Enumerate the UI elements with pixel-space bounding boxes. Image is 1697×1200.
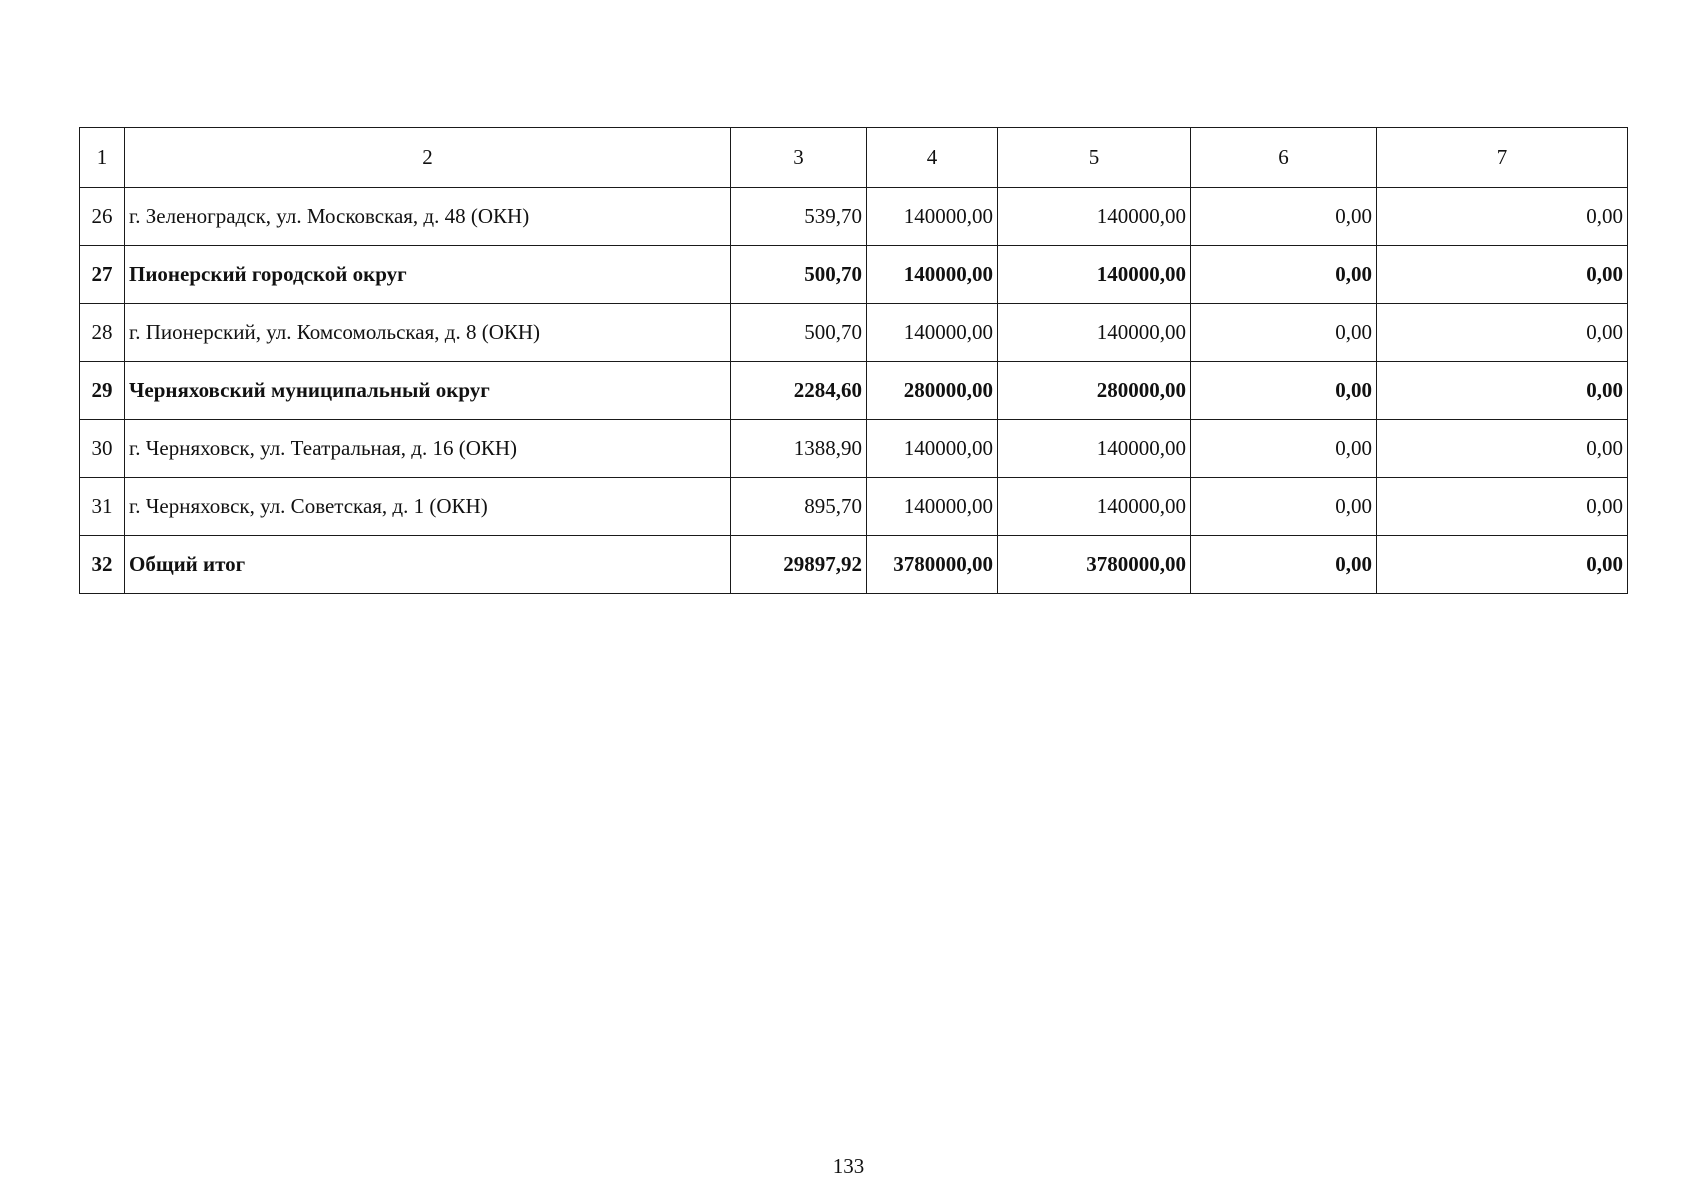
page-number: 133: [832, 1154, 865, 1178]
row-name: г. Черняховск, ул. Советская, д. 1 (ОКН): [125, 478, 731, 536]
cell-col7: 0,00: [1377, 536, 1628, 594]
cell-col4: 140000,00: [867, 420, 998, 478]
row-name: г. Черняховск, ул. Театральная, д. 16 (ОКН): [125, 420, 731, 478]
column-header-3: 3: [731, 128, 867, 188]
data-table: [79, 127, 1628, 594]
cell-col3: 29897,92: [731, 536, 867, 594]
cell-col4: 140000,00: [867, 304, 998, 362]
cell-col6: 0,00: [1191, 246, 1377, 304]
cell-col3: 500,70: [731, 304, 867, 362]
cell-col4: 140000,00: [867, 478, 998, 536]
row-number: 30: [80, 420, 125, 478]
cell-col3: 2284,60: [731, 362, 867, 420]
column-header-4: 4: [867, 128, 998, 188]
cell-col6: 0,00: [1191, 420, 1377, 478]
row-name: Черняховский муниципальный округ: [125, 362, 731, 420]
row-number: 32: [80, 536, 125, 594]
cell-col4: 3780000,00: [867, 536, 998, 594]
cell-col6: 0,00: [1191, 536, 1377, 594]
table-body: [80, 128, 1628, 594]
table-row: [80, 362, 1628, 420]
column-header-7: 7: [1377, 128, 1628, 188]
cell-col5: 140000,00: [998, 420, 1191, 478]
cell-col5: 280000,00: [998, 362, 1191, 420]
table-row: [80, 478, 1628, 536]
cell-col5: 140000,00: [998, 478, 1191, 536]
header-row: [80, 128, 1628, 188]
cell-col4: 140000,00: [867, 188, 998, 246]
cell-col3: 895,70: [731, 478, 867, 536]
table-row: [80, 536, 1628, 594]
cell-col7: 0,00: [1377, 304, 1628, 362]
cell-col5: 140000,00: [998, 246, 1191, 304]
row-name: г. Пионерский, ул. Комсомольская, д. 8 (ОКН): [125, 304, 731, 362]
column-header-1: 1: [80, 128, 125, 188]
cell-col7: 0,00: [1377, 478, 1628, 536]
row-name: Общий итог: [125, 536, 731, 594]
cell-col7: 0,00: [1377, 246, 1628, 304]
column-header-5: 5: [998, 128, 1191, 188]
cell-col3: 500,70: [731, 246, 867, 304]
cell-col5: 140000,00: [998, 188, 1191, 246]
cell-col5: 3780000,00: [998, 536, 1191, 594]
cell-col7: 0,00: [1377, 362, 1628, 420]
cell-col7: 0,00: [1377, 188, 1628, 246]
cell-col3: 539,70: [731, 188, 867, 246]
cell-col4: 280000,00: [867, 362, 998, 420]
row-number: 27: [80, 246, 125, 304]
row-number: 26: [80, 188, 125, 246]
cell-col7: 0,00: [1377, 420, 1628, 478]
cell-col4: 140000,00: [867, 246, 998, 304]
cell-col6: 0,00: [1191, 478, 1377, 536]
table-row: [80, 304, 1628, 362]
cell-col3: 1388,90: [731, 420, 867, 478]
column-header-6: 6: [1191, 128, 1377, 188]
cell-col6: 0,00: [1191, 188, 1377, 246]
table-row: [80, 420, 1628, 478]
row-name: г. Зеленоградск, ул. Московская, д. 48 (ОКН): [125, 188, 731, 246]
row-number: 28: [80, 304, 125, 362]
row-number: 31: [80, 478, 125, 536]
row-number: 29: [80, 362, 125, 420]
column-header-2: 2: [125, 128, 731, 188]
cell-col5: 140000,00: [998, 304, 1191, 362]
row-name: Пионерский городской округ: [125, 246, 731, 304]
cell-col6: 0,00: [1191, 362, 1377, 420]
table-row: [80, 188, 1628, 246]
cell-col6: 0,00: [1191, 304, 1377, 362]
table-row: [80, 246, 1628, 304]
